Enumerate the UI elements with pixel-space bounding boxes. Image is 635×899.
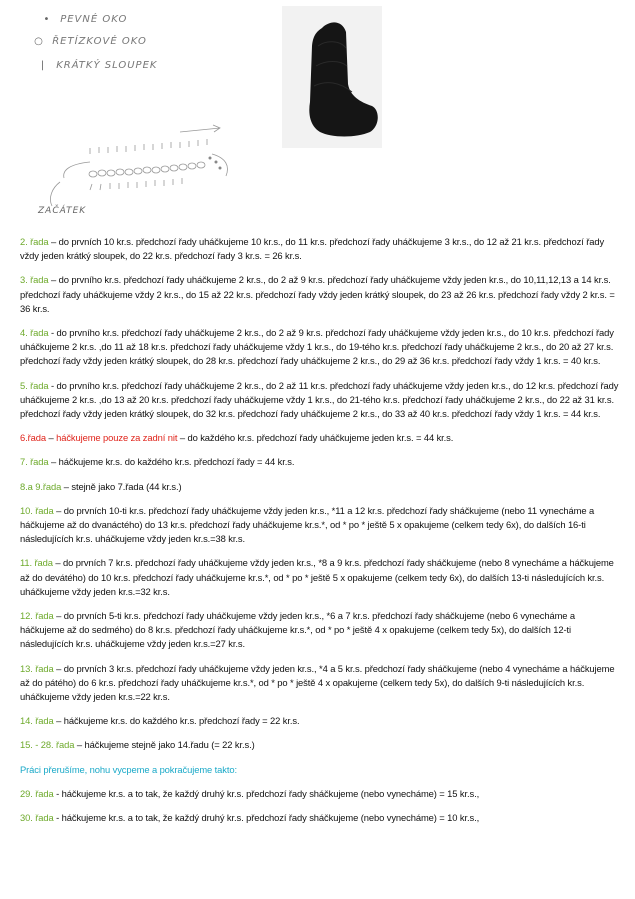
legend-item-short-stitch — [34, 60, 157, 78]
row-separator: – — [45, 432, 57, 444]
row-separator: – — [61, 480, 72, 492]
row-text: háčkujeme stejně jako 14.řadu (= 22 kr.s.) — [84, 739, 255, 751]
row-text: háčkujeme kr.s. a to tak, že každý druhý kr.s. předchozí řady sháčkujeme (nebo vynecháme) = 10 kr.s., — [61, 812, 480, 824]
row-text: háčkujeme kr.s. a to tak, že každý druhý kr.s. předchozí řady sháčkujeme (nebo vynecháme) = 15 kr.s., — [61, 787, 480, 799]
row-text: stejně jako 7.řada (44 kr.s.) — [71, 480, 182, 492]
crocheted-foot-image — [282, 6, 382, 148]
row-number: 3. řada — [20, 274, 49, 286]
row-separator: – — [48, 274, 59, 286]
row-29 — [20, 787, 620, 801]
row-13 — [20, 662, 620, 705]
row-15-28 — [20, 738, 620, 752]
stitch-legend — [30, 10, 280, 80]
row-separator: - — [48, 379, 57, 391]
row-text: háčkujeme kr.s. do každého kr.s. předchozí řady = 22 kr.s. — [63, 715, 300, 727]
row-number: 30. řada — [20, 812, 54, 824]
row-text: háčkujeme kr.s. do každého kr.s. předchozí řady = 44 kr.s. — [58, 456, 295, 468]
bar-icon: | — [40, 60, 46, 71]
row-number: 29. řada — [20, 787, 54, 799]
row-7 — [20, 455, 620, 469]
row-number: 15. - 28. řada — [20, 739, 75, 751]
row-number: 11. řada — [20, 557, 53, 569]
row-highlight: háčkujeme pouze za zadní nit — [56, 432, 178, 444]
row-2 — [20, 235, 620, 263]
row-separator: – — [48, 456, 59, 468]
legend-item-single-crochet — [38, 14, 127, 32]
row-14 — [20, 714, 620, 728]
dot-icon: • — [43, 14, 51, 25]
row-text: do prvních 5-ti kr.s. předchozí řady uháčkujeme vždy jeden kr.s., *6 a 7 kr.s. předchozí řady sháčkujeme (nebo 6 vynecháme a háčkujeme až do sedmého) do 8 kr.s. předchozí řady uháčkujeme kr.s.*, od * po * ještě 4 x opakujeme (celkem tedy 5x), do dalších 12-ti následujících kr.s. uháčkujeme vždy jeden kr.s.=27 kr.s. — [20, 610, 576, 650]
row-separator: – — [53, 504, 64, 516]
row-number: 4. řada — [20, 327, 49, 339]
row-text: do prvních 10 kr.s. předchozí řady uháčkujeme 10 kr.s., do 11 kr.s. předchozí řady uháčkujeme 3 kr.s., do 12 až 21 kr.s. předchozí řady vždy jeden krátký sloupek, do 22 kr.s. předchozí řady 3 kr.s. = 26 kr.s. — [20, 236, 605, 262]
row-8-9 — [20, 480, 620, 494]
row-12 — [20, 609, 620, 652]
row-4 — [20, 326, 620, 369]
legend-item-chain — [30, 36, 147, 54]
row-number: 5. řada — [20, 379, 49, 391]
start-label: ZAČÁTEK — [38, 206, 87, 216]
row-text: do prvních 3 kr.s. předchozí řady uháčkujeme vždy jeden kr.s., *4 a 5 kr.s. předchozí řady sháčkujeme (nebo 4 vynecháme a háčkujeme až do pátého) do 6 kr.s. předchozí řady uháčkujeme kr.s.*, od * po * ještě 4 x opakujeme (celkem tedy 5x), do dalších 9-ti následujících kr.s. uháčkujeme vždy jeden kr.s.=22 kr.s. — [20, 662, 615, 703]
row-number: 6.řada — [20, 432, 46, 444]
row-10 — [20, 504, 620, 547]
legend-label: PEVNÉ OKO — [60, 14, 128, 25]
row-number: 2. řada — [20, 236, 49, 247]
stuffing-note: Práci přerušíme, nohu vycpeme a pokračujeme takto: — [20, 763, 237, 775]
circle-icon: ○ — [34, 36, 44, 47]
legend-label: KRÁTKÝ SLOUPEK — [56, 60, 158, 71]
row-separator: – — [53, 662, 64, 674]
row-separator: - — [53, 787, 62, 799]
row-text: – do každého kr.s. předchozí řady uháčkujeme jeden kr.s. = 44 kr.s. — [177, 432, 454, 444]
row-number: 13. řada — [20, 662, 54, 674]
row-number: 8.a 9.řada — [20, 480, 62, 492]
row-30 — [20, 811, 620, 825]
row-separator: – — [48, 236, 59, 247]
row-text: do prvních 7 kr.s. předchozí řady uháčkujeme vždy jeden kr.s., *8 a 9 kr.s. předchozí řady sháčkujeme (nebo 8 vynecháme a háčkujeme až do devátého) do 10 kr.s. předchozí řady uháčkujeme kr.s.*, od * po * ještě 5 x opakujeme (celkem tedy 6x), do dalších 13-ti následujících kr.s. uháčkujeme vždy jeden kr.s.=32 kr.s. — [20, 557, 614, 597]
row-text: do prvního kr.s. předchozí řady uháčkujeme 2 kr.s., do 2 až 9 kr.s. předchozí řady uháčkujeme vždy jeden kr.s., do 10,11,12,13 a 14 kr.s. předchozí řady uháčkujeme vždy 2 kr.s., do 15 až 22 kr.s. předchozí řady vždy jeden krátký sloupek, do 23 až 26 kr.s. předchozí řady vždy 2 kr.s. = 36 kr.s. — [20, 274, 615, 314]
row-separator: – — [74, 739, 85, 751]
row-5 — [20, 379, 620, 422]
row-text: do prvního kr.s. předchozí řady uháčkujeme 2 kr.s., do 2 až 9 kr.s. předchozí řady uháčkujeme vždy jeden kr.s., do 10 kr.s. předchozí řady uháčkujeme 2 kr.s. ,do 11 až 18 kr.s. předchozí řady uháčkujeme vždy 1 kr.s., do 19-tého kr.s. předchozí řady uháčkujeme 2 kr.s., do 20 až 27 kr.s. předchozí řady vždy jeden krátký sloupek, do 28 kr.s. předchozí řady uháčkujeme 2 kr.s., do 29 až 36 kr.s. předchozí řady vždy 1 kr.s. = 40 kr.s. — [20, 327, 614, 367]
pattern-instructions — [20, 235, 620, 835]
row-6 — [20, 431, 620, 445]
row-separator: - — [48, 327, 57, 339]
foot-photo — [282, 6, 382, 148]
row-number: 7. řada — [20, 456, 49, 468]
row-11 — [20, 556, 620, 599]
row-separator: - — [53, 812, 62, 824]
row-number: 10. řada — [20, 504, 54, 516]
row-separator: – — [53, 715, 64, 727]
row-number: 12. řada — [20, 610, 54, 622]
row-text: do prvního kr.s. předchozí řady uháčkujeme 2 kr.s., do 2 až 11 kr.s. předchozí řady uháčkujeme vždy jeden kr.s., do 12 kr.s. předchozí řady uháčkujeme 2 kr.s. ,do 13 až 20 kr.s. předchozí řady uháčkujeme vždy 1 kr.s., do 21-tého kr.s. předchozí řady uháčkujeme 2 kr.s., do 22 až 31 kr.s. předchozí řady vždy jeden krátký sloupek, do 32 kr.s. předchozí řady uháčkujeme 2 kr.s., do 33 až 40 kr.s. předchozí řady vždy 1 kr.s. = 44 kr.s. — [20, 379, 619, 420]
row-number: 14. řada — [20, 715, 54, 727]
row-3 — [20, 273, 620, 316]
row-separator: – — [52, 557, 64, 569]
row-text: do prvních 10-ti kr.s. předchozí řady uháčkujeme vždy jeden kr.s., *11 a 12 kr.s. předchozí řady sháčkujeme (nebo 11 vynecháme a háčkujeme až do dvanáctého) do 13 kr.s. předchozí řady uháčkujeme kr.s.*, od * po * ještě 5 x opakujeme (celkem tedy 6x), do dalších 16-ti následujících kr.s. uháčkujeme vždy jeden kr.s.=38 kr.s. — [20, 504, 595, 545]
row-separator: – — [53, 610, 64, 622]
legend-label: ŘETÍZKOVÉ OKO — [52, 36, 147, 47]
